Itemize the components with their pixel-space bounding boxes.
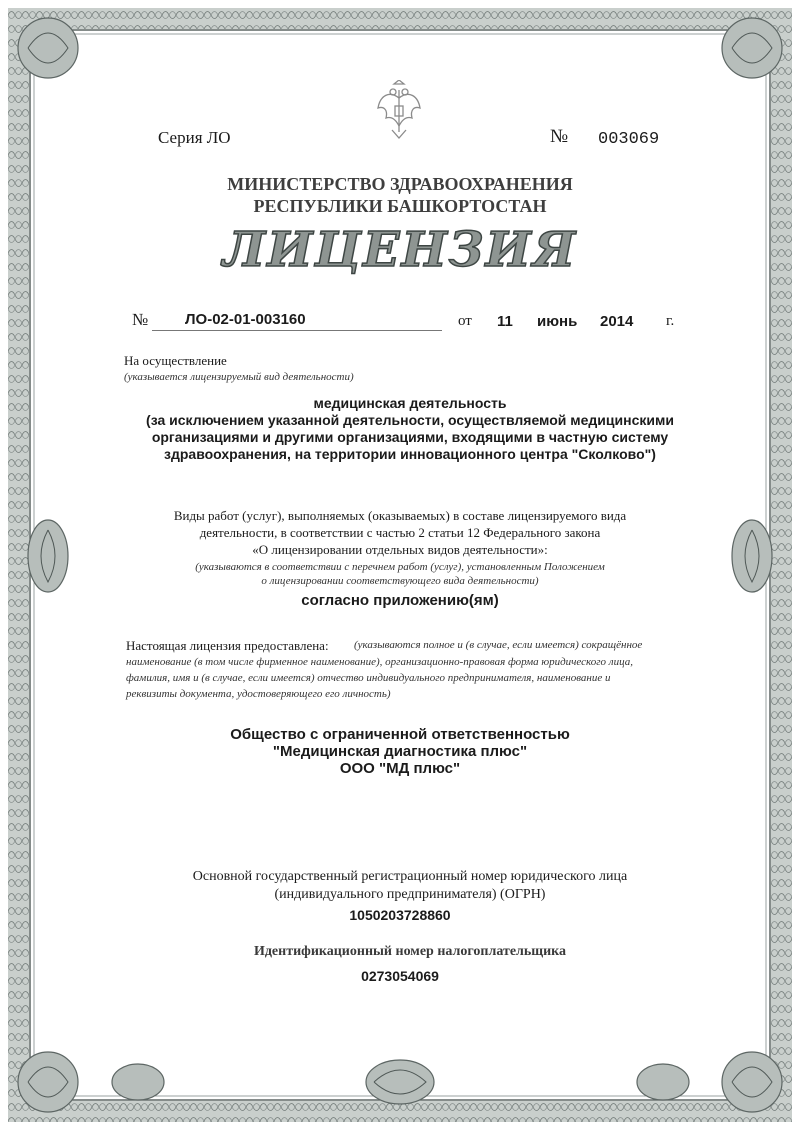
ministry-line-2: РЕСПУБЛИКИ БАШКОРТОСТАН — [253, 196, 547, 216]
grantee-hint-1: (указываются полное и (в случае, если имеется) сокращённое — [354, 639, 643, 651]
activity-line-3: организациями и другими организациями, входящими в частную систему — [151, 429, 669, 445]
activity-line-4: здравоохранения, на территории инновационного центра "Сколково") — [164, 446, 656, 462]
grantee-hint-2: наименование (в том числе фирменное наименование), организационно-правовая форма юридического лица, — [126, 656, 633, 668]
form-number-sign: № — [550, 126, 569, 147]
date-prefix: от — [458, 313, 472, 329]
inn-label: Идентификационный номер налогоплательщика — [253, 944, 567, 959]
grantee-name-2: "Медицинская диагностика плюс" — [272, 743, 528, 760]
ministry-line-1: МИНИСТЕРСТВО ЗДРАВООХРАНЕНИЯ — [227, 174, 573, 194]
license-month: июнь — [537, 313, 578, 330]
license-number-underline — [152, 330, 442, 331]
license-number-sign: № — [132, 310, 149, 329]
ogrn-value: 1050203728860 — [349, 907, 451, 923]
activity-line-2: (за исключением указанной деятельности, осуществляемой медицинскими — [146, 412, 674, 428]
grantee-name-1: Общество с ограниченной ответственностью — [230, 726, 570, 743]
ogrn-label-1: Основной государственный регистрационный номер юридического лица — [192, 869, 628, 884]
works-hint-2: о лицензировании соответствующего вида деятельности) — [261, 575, 539, 587]
grantee-label: Настоящая лицензия предоставлена: — [126, 638, 329, 653]
grantee-hint-3: фамилия, имя и (в случае, если имеется) отчество индивидуального предпринимателя, наименование и — [126, 672, 611, 684]
document-title: ЛИЦЕНЗИЯ — [222, 222, 578, 278]
inn-value: 0273054069 — [361, 968, 439, 984]
works-hint-1: (указываются в соответствии с перечнем работ (услуг), установленным Положением — [195, 561, 605, 573]
activity-line-1: медицинская деятельность — [313, 395, 507, 411]
eagle-emblem-icon — [374, 80, 424, 140]
activity-hint: (указывается лицензируемый вид деятельности) — [124, 371, 354, 383]
works-line-2: деятельности, в соответствии с частью 2 статьи 12 Федерального закона — [199, 525, 601, 540]
year-suffix: г. — [666, 313, 675, 329]
series-label: Серия ЛО — [158, 128, 231, 147]
license-year: 2014 — [600, 313, 634, 330]
grantee-name-3: ООО "МД плюс" — [339, 760, 461, 777]
form-number: 003069 — [598, 130, 660, 149]
works-value: согласно приложению(ям) — [301, 592, 499, 609]
license-number: ЛО-02-01-003160 — [185, 311, 306, 328]
ogrn-label-2: (индивидуального предпринимателя) (ОГРН) — [274, 887, 546, 902]
works-line-3: «О лицензировании отдельных видов деятельности»: — [252, 542, 548, 557]
grantee-hint-4: реквизиты документа, удостоверяющего его личность) — [126, 688, 391, 700]
works-line-1: Виды работ (услуг), выполняемых (оказываемых) в составе лицензируемого вида — [173, 508, 627, 523]
activity-label: На осуществление — [124, 353, 227, 368]
license-day: 11 — [497, 313, 513, 330]
